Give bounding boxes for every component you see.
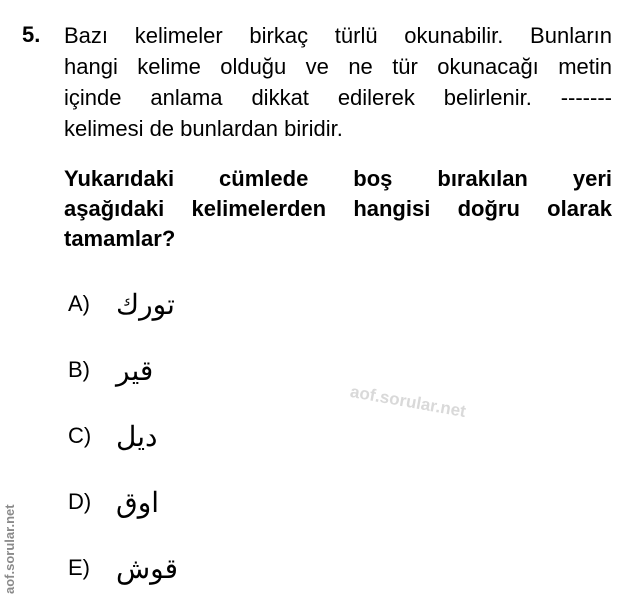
option-b[interactable] xyxy=(68,350,153,390)
question-stem xyxy=(64,20,612,144)
option-d[interactable] xyxy=(68,482,159,522)
question-prompt xyxy=(64,164,612,254)
option-text: قير xyxy=(116,353,154,387)
option-c[interactable] xyxy=(68,416,157,456)
option-e[interactable] xyxy=(68,548,178,588)
option-text: ديل xyxy=(116,419,158,453)
option-text: قوش xyxy=(116,551,179,585)
stem-line: kelimesi de bunlardan biridir. xyxy=(64,116,343,141)
stem-line: Bazı kelimeler birkaç türlü okunabilir. Bunların xyxy=(64,23,612,48)
prompt-line: Yukarıdaki cümlede boş bırakılan yeri xyxy=(64,166,612,191)
option-letter: B) xyxy=(68,357,90,382)
watermark-center: aof.sorular.net xyxy=(348,382,468,422)
option-letter: C) xyxy=(68,423,92,448)
option-letter: E) xyxy=(68,555,90,580)
stem-line: içinde anlama dikkat edilerek belirlenir. ------- xyxy=(64,85,612,110)
prompt-line: tamamlar? xyxy=(64,226,176,251)
watermark-side: aof.sorular.net xyxy=(2,504,17,594)
option-text: اوق xyxy=(116,485,160,519)
option-letter: D) xyxy=(68,489,92,514)
option-letter: A) xyxy=(68,291,90,316)
question-number: 5. xyxy=(22,22,41,47)
stem-line: hangi kelime olduğu ve ne tür okunacağı metin xyxy=(64,54,612,79)
option-text: تورك xyxy=(116,287,175,321)
option-a[interactable] xyxy=(68,284,175,324)
prompt-line: aşağıdaki kelimelerden hangisi doğru olarak xyxy=(64,196,612,221)
